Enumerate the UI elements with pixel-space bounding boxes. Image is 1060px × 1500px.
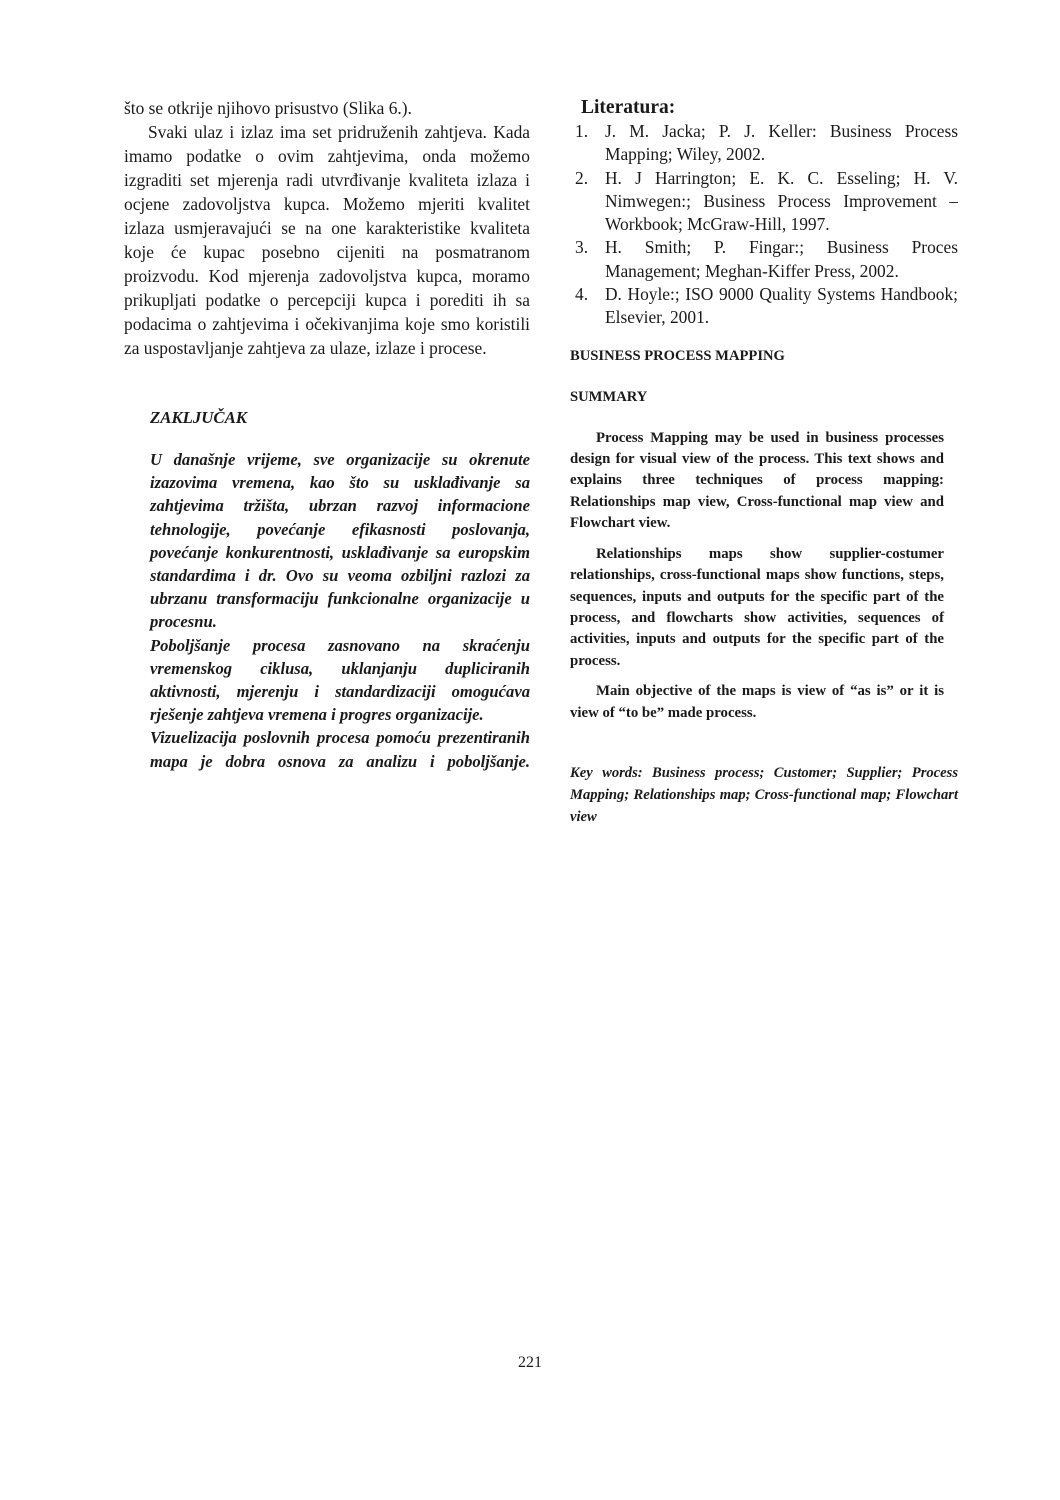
conclusion-title: ZAKLJUČAK <box>150 408 247 427</box>
reference-list <box>570 120 958 330</box>
reference-number: 3. <box>575 237 589 258</box>
english-title: BUSINESS PROCESS MAPPING <box>570 347 785 364</box>
reference-text: H. Smith; P. Fingar:; Business Proces Management; Meghan-Kiffer Press, 2002. <box>605 237 958 281</box>
reference-number: 2. <box>575 167 589 188</box>
summary-paragraph-2: Relationships maps show supplier-costumer relationships, cross-functional maps show functions, steps, sequences, inputs and outputs for the specific part of the process, and flowcharts show activities, sequences of activities, inputs and outputs for the specific part of the process. <box>570 545 944 669</box>
paragraph-continuation: što se otkrije njihovo prisustvo (Slika 6.). <box>124 98 412 118</box>
reference-text: H. J Harrington; E. K. C. Esseling; H. V. Nimwegen:; Business Process Improvement – Workbook; McGraw-Hill, 1997. <box>605 167 958 235</box>
conclusion-paragraph-2: Poboljšanje procesa zasnovano na skraćenju vremenskog ciklusa, uklanjanju dupliciranih aktivnosti, mjerenju i standardizaciji omogućava rješenje zahtjeva vremena i progres organizacije. <box>150 635 530 725</box>
conclusion-paragraph-1: U današnje vrijeme, sve organizacije su okrenute izazovima vremena, kao što su usklađivanje sa zahtjevima tržišta, ubrzan razvoj informacione tehnologije, povećanje efikasnosti poslovanja, povećanje konkurentnosti, usklađivanje sa europskim standardima i dr. Ovo su veoma ozbiljni razlozi za ubrzanu transformaciju funkcionalne organizacije u procesnu. <box>150 450 530 632</box>
reference-text: D. Hoyle:; ISO 9000 Quality Systems Handbook; Elsevier, 2001. <box>605 284 958 328</box>
reference-number: 1. <box>575 121 589 141</box>
right-column <box>570 96 958 828</box>
summary-heading: SUMMARY <box>570 388 648 405</box>
body-text <box>124 96 530 360</box>
conclusion-paragraph-3: Vizuelizacija poslovnih procesa pomoću prezentiranih mapa je dobra osnova za analizu i poboljšanje. <box>150 728 530 771</box>
conclusion-section <box>150 408 530 773</box>
reference-item <box>570 120 958 167</box>
literature-title: Literatura: <box>581 97 676 118</box>
reference-item <box>570 283 958 330</box>
reference-text: J. M. Jacka; P. J. Keller: Business Process Mapping; Wiley, 2002. <box>605 121 958 165</box>
reference-number: 4. <box>575 284 589 305</box>
page-number: 221 <box>518 1354 542 1371</box>
summary-body <box>570 428 944 724</box>
paragraph-requirements: Svaki ulaz i izlaz ima set pridruženih zahtjeva. Kada imamo podatke o ovim zahtjevima, onda možemo izgraditi set mjerenja radi utvrđivanje kvaliteta izlaza i ocjene zadovoljstva kupca. Možemo mjeriti kvalitet izlaza usmjeravajući se na one karakteristike kvaliteta koje će kupac posebno cijeniti na posmatranom proizvodu. Kod mjerenja zadovoljstva kupca, moramo prikupljati podatke o percepciji kupca i porediti ih sa podacima o zahtjevima i očekivanjima koje smo koristili za uspostavljanje zahtjeva za ulaze, izlaze i procese. <box>124 122 530 358</box>
reference-item <box>570 167 958 237</box>
keywords: Key words: Business process; Customer; Supplier; Process Mapping; Relationships map; Cross-functional map; Flowchart view <box>570 764 958 825</box>
summary-paragraph-1: Process Mapping may be used in business processes design for visual view of the process. This text shows and explains three techniques of process mapping: Relationships map view, Cross-functional map view and Flowchart view. <box>570 429 944 532</box>
summary-paragraph-3: Main objective of the maps is view of “as is” or it is view of “to be” made process. <box>570 683 944 721</box>
reference-item <box>570 236 958 283</box>
left-column <box>124 96 530 773</box>
